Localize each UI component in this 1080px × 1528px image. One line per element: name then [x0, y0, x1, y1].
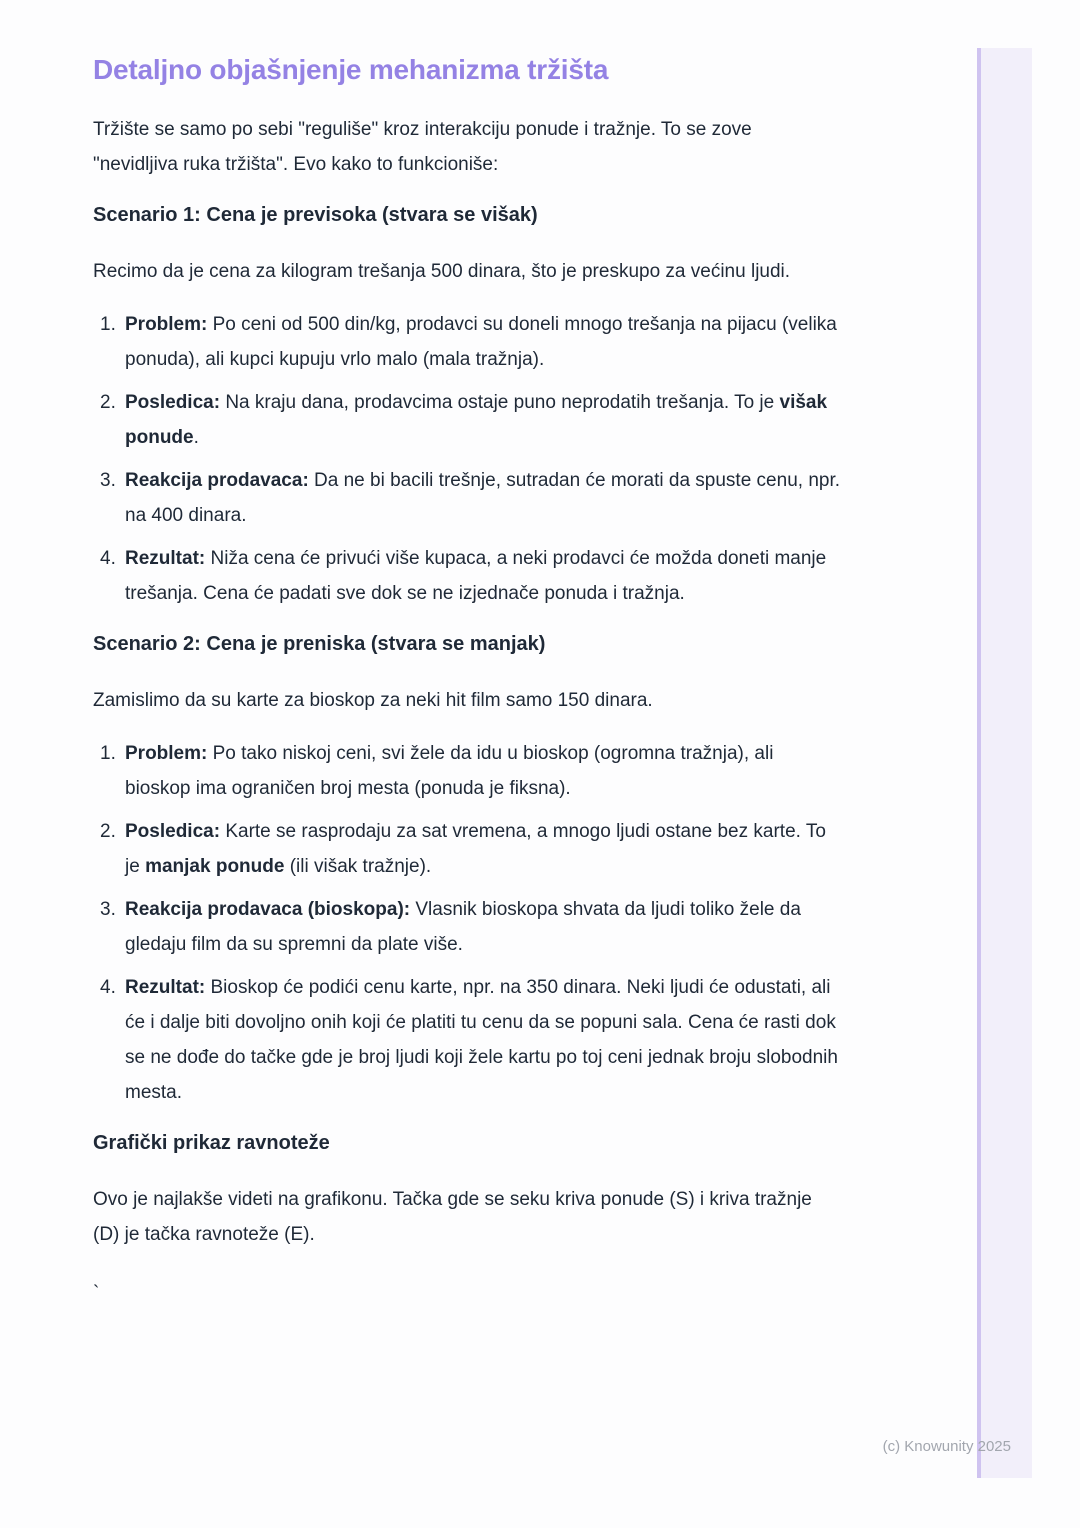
list-item: Problem: Po tako niskoj ceni, svi žele da idu u bioskop (ogromna tražnja), ali bioskop ima ograničen broj mesta (ponuda je fiksna). [125, 743, 774, 799]
section-lead-scenario-2: Zamislimo da su karte za bioskop za neki hit film samo 150 dinara. [93, 690, 653, 711]
numbered-list-scenario-1 [93, 307, 841, 611]
section-heading-graph: Grafički prikaz ravnoteže [93, 1132, 330, 1154]
list-item: Posledica: Karte se rasprodaju za sat vremena, a mnogo ljudi ostane bez karte. To je manjak ponude (ili višak tražnje). [125, 821, 826, 877]
section-heading-scenario-1: Scenario 1: Cena je previsoka (stvara se višak) [93, 204, 538, 226]
copyright-watermark: (c) Knowunity 2025 [882, 1438, 1011, 1455]
list-item: Reakcija prodavaca (bioskopa): Vlasnik bioskopa shvata da ljudi toliko žele da gledaju film da su spremni da plate više. [125, 899, 801, 955]
stray-backtick: ` [93, 1283, 100, 1304]
list-item: Reakcija prodavaca: Da ne bi bacili trešnje, sutradan će morati da spuste cenu, npr. na 400 dinara. [125, 470, 841, 526]
section-lead-scenario-1: Recimo da je cena za kilogram trešanja 500 dinara, što je preskupo za većinu ljudi. [93, 261, 791, 282]
list-item: Posledica: Na kraju dana, prodavcima ostaje puno neprodatih trešanja. To je višak ponude. [125, 392, 828, 448]
list-item: Rezultat: Niža cena će privući više kupaca, a neki prodavci će možda doneti manje trešanja. Cena će padati sve dok se ne izjednače ponuda i tražnja. [125, 548, 827, 604]
section-heading-scenario-2: Scenario 2: Cena je preniska (stvara se manjak) [93, 633, 546, 655]
list-item: Problem: Po ceni od 500 din/kg, prodavci su doneli mnogo trešanja na pijacu (velika ponuda), ali kupci kupuju vrlo malo (mala tražnja). [125, 314, 837, 370]
page-title: Detaljno objašnjenje mehanizma tržišta [93, 54, 609, 85]
right-edge-decorative-bar [977, 48, 1032, 1478]
list-item: Rezultat: Bioskop će podići cenu karte, npr. na 350 dinara. Neki ljudi će odustati, ali će i dalje biti dovoljno onih koji će platiti tu cenu da se popuni sala. Cena će rasti dok se ne dođe do tačke gde je broj ljudi koji žele kartu po toj ceni jednak broju slobodnih mesta. [125, 977, 838, 1103]
numbered-list-scenario-2 [93, 736, 841, 1110]
section-lead-graph: Ovo je najlakše videti na grafikonu. Tačka gde se seku kriva ponude (S) i kriva tražnje (D) je tačka ravnoteže (E). [93, 1189, 812, 1245]
document-content [93, 0, 841, 1311]
intro-paragraph: Tržište se samo po sebi "reguliše" kroz interakciju ponude i tražnje. To se zove "nevidljiva ruka tržišta". Evo kako to funkcioniše: [93, 119, 752, 175]
